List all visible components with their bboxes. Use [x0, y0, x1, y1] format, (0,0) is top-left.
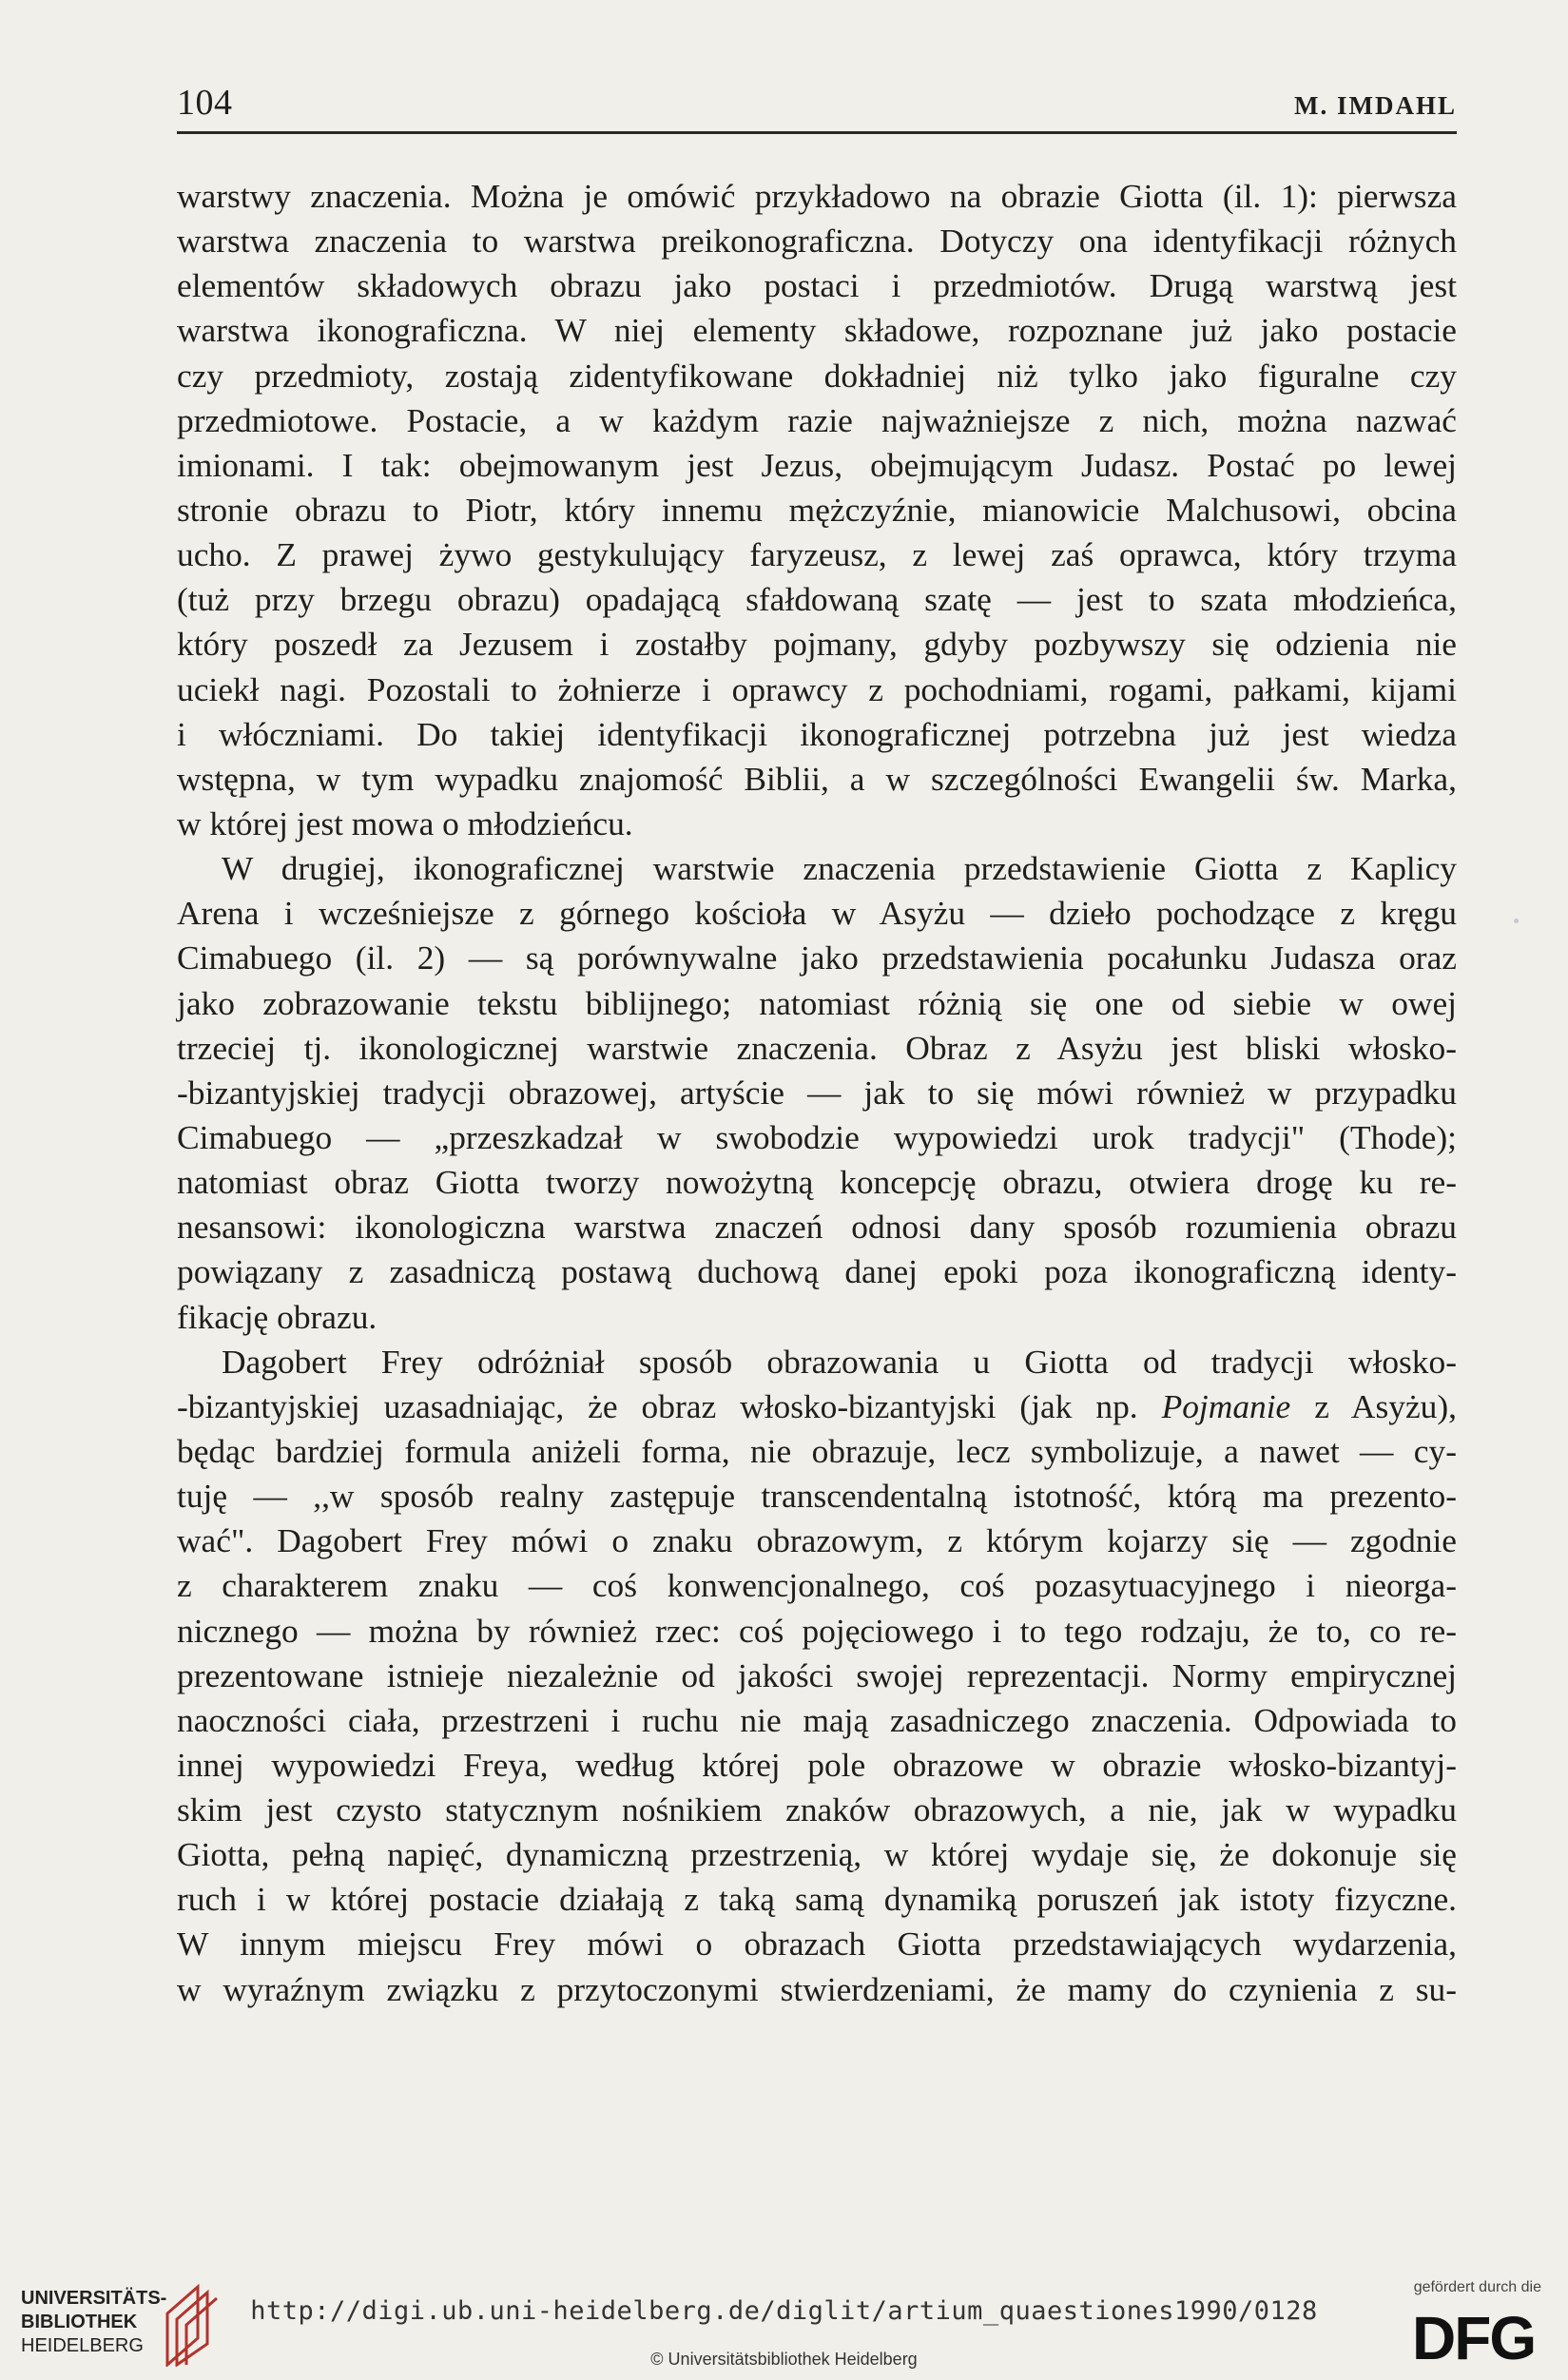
- text-line-content: Giotta, pełną napięć, dynamiczną przestrzenią, w której wydaje się, że dokonuje się: [177, 1835, 1457, 1874]
- text-line: [177, 308, 1457, 353]
- text-line-content: wstępna, w tym wypadku znajomość Biblii, a w szczególności Ewangelii św. Marka,: [177, 759, 1457, 798]
- text-line: [177, 354, 1457, 398]
- text-line: [177, 1698, 1457, 1743]
- text-line: [177, 1249, 1457, 1294]
- text-line: [177, 1071, 1457, 1115]
- text-line-content: -bizantyjskiej tradycji obrazowej, artyście — jak to się mówi również w przypadku: [177, 1073, 1457, 1112]
- text-line-content: innej wypowiedzi Freya, według której pole obrazowe w obrazie włosko-bizantyj-: [177, 1745, 1457, 1784]
- text-line: [177, 1743, 1457, 1788]
- text-line-content: Dagobert Frey odróżniał sposób obrazowania u Giotta od tradycji włosko-: [222, 1342, 1457, 1381]
- text-line-content: trzeciej tj. ikonologicznej warstwie znaczenia. Obraz z Asyżu jest bliski włosko-: [177, 1028, 1457, 1067]
- text-line: [177, 1026, 1457, 1071]
- text-line-content: Cimabuego — „przeszkadzał w swobodzie wypowiedzi urok tradycji" (Thode);: [177, 1117, 1457, 1156]
- header-rule: [177, 131, 1457, 134]
- text-line-content: uciekł nagi. Pozostali to żołnierze i oprawcy z pochodniami, rogami, pałkami, kijami: [177, 669, 1457, 708]
- text-line: [177, 398, 1457, 443]
- page-footer: [0, 2258, 1568, 2380]
- text-line-content: warstwa znaczenia to warstwa preikonograficzna. Dotyczy ona identyfikacji różnych: [177, 222, 1457, 261]
- text-line: [177, 174, 1457, 219]
- text-line-content: powiązany z zasadniczą postawą duchową danej epoki poza ikonograficzną identy-: [177, 1252, 1457, 1291]
- text-line: [177, 219, 1457, 263]
- text-line-content: imionami. I tak: obejmowanym jest Jezus, obejmującym Judasz. Postać po lewej: [177, 445, 1457, 484]
- text-line-content: przedmiotowe. Postacie, a w każdym razie najważniejsze z nich, można nazwać: [177, 400, 1457, 439]
- text-line: [177, 1340, 1457, 1384]
- page-number: 104: [177, 83, 233, 123]
- text-line-content: ucho. Z prawej żywo gestykulujący faryzeusz, z lewej zaś oprawca, który trzyma: [177, 535, 1457, 574]
- scan-speck: [1514, 919, 1519, 923]
- text-line-content: w której jest mowa o młodzieńcu.: [177, 803, 633, 842]
- text-line: [177, 1205, 1457, 1249]
- page-header: [177, 78, 1457, 135]
- library-name-line3: HEIDELBERG: [21, 2335, 144, 2356]
- text-line: [177, 622, 1457, 667]
- text-line-content: (tuż przy brzegu obrazu) opadającą sfałdowaną szatę — jest to szata młodzieńca,: [177, 580, 1457, 619]
- funded-by-label: gefördert durch die: [1413, 2279, 1541, 2295]
- dfg-logo-icon: [1410, 2304, 1543, 2367]
- text-line-content: będąc bardziej formula aniżeli forma, nie obrazuje, lecz symbolizuje, a nawet — cy-: [177, 1431, 1457, 1470]
- text-line-content: warstwa ikonograficzna. W niej elementy składowe, rozpoznane już jako postacie: [177, 311, 1457, 350]
- text-line: [177, 802, 1457, 846]
- text-line-content: naoczności ciała, przestrzeni i ruchu nie mają zasadniczego znaczenia. Odpowiada to: [177, 1700, 1457, 1739]
- text-line-content: ruch i w której postacie działają z taką samą dynamiką poruszeń jak istoty fizyczne.: [177, 1880, 1457, 1919]
- running-head-author: M. IMDAHL: [1294, 91, 1457, 120]
- text-line-content: fikację obrazu.: [177, 1297, 377, 1336]
- text-line-content: skim jest czysto statycznym nośnikiem znaków obrazowych, a nie, jak w wypadku: [177, 1790, 1457, 1829]
- text-line: [177, 1877, 1457, 1922]
- text-line: [177, 757, 1457, 802]
- text-line-content: jako zobrazowanie tekstu biblijnego; natomiast różnią się one od siebie w owej: [177, 983, 1457, 1022]
- text-line: [177, 891, 1457, 936]
- text-line: [177, 532, 1457, 577]
- library-name-line1: UNIVERSITÄTS-: [21, 2288, 167, 2309]
- copyright-notice: © Universitätsbibliothek Heidelberg: [650, 2350, 918, 2369]
- text-line: [177, 1609, 1457, 1654]
- body-text: [177, 174, 1457, 2012]
- italic-title: Pojmanie: [1161, 1386, 1291, 1425]
- text-line: [177, 712, 1457, 757]
- text-line-content: wać". Dagobert Frey mówi o znaku obrazowym, z którym kojarzy się — zgodnie: [177, 1521, 1457, 1560]
- text-line-content: W innym miejscu Frey mówi o obrazach Giotta przedstawiających wydarzenia,: [177, 1925, 1457, 1964]
- text-line: [177, 1832, 1457, 1877]
- text-line: [177, 1474, 1457, 1519]
- text-line: [177, 1115, 1457, 1160]
- text-line: [177, 577, 1457, 622]
- text-line-content: nesansowi: ikonologiczna warstwa znaczeń odnosi dany sposób rozumienia obrazu: [177, 1208, 1457, 1247]
- text-line-content: natomiast obraz Giotta tworzy nowożytną koncepcję obrazu, otwiera drogę ku re-: [177, 1163, 1457, 1202]
- text-line-content: tuję — ,,w sposób realny zastępuje transcendentalną istotność, którą ma prezento-: [177, 1477, 1457, 1516]
- library-name-line2: BIBLIOTHEK: [21, 2312, 138, 2332]
- text-line: [177, 1967, 1457, 2012]
- text-line-tail: z Asyżu),: [1290, 1386, 1457, 1425]
- text-line-content: czy przedmioty, zostają zidentyfikowane dokładniej niż tylko jako figuralne czy: [177, 356, 1457, 395]
- text-line: [177, 981, 1457, 1026]
- text-line: [177, 668, 1457, 712]
- text-line-content: z charakterem znaku — coś konwencjonalnego, coś pozasytuacyjnego i nieorga-: [177, 1566, 1457, 1605]
- text-line-content: -bizantyjskiej uzasadniając, że obraz włosko-bizantyjski (jak np.: [177, 1386, 1138, 1425]
- text-line: [177, 1922, 1457, 1966]
- text-line: [177, 1160, 1457, 1205]
- text-line-content: W drugiej, ikonograficznej warstwie znaczenia przedstawienie Giotta z Kaplicy: [222, 849, 1457, 888]
- text-line-content: w wyraźnym związku z przytoczonymi stwierdzeniami, że mamy do czynienia z su-: [177, 1969, 1457, 2008]
- text-line: [177, 1384, 1457, 1429]
- text-line: [177, 1295, 1457, 1340]
- text-line: [177, 488, 1457, 532]
- text-line: [177, 263, 1457, 308]
- text-line-content: nicznego — można by również rzec: coś pojęciowego i to tego rodzaju, że to, co re-: [177, 1611, 1457, 1650]
- text-line: [177, 1519, 1457, 1563]
- text-line-content: i włóczniami. Do takiej identyfikacji ikonograficznej potrzebna już jest wiedza: [177, 714, 1457, 753]
- text-line: [177, 1563, 1457, 1608]
- text-line: [177, 846, 1457, 891]
- text-line-content: elementów składowych obrazu jako postaci i przedmiotów. Drugą warstwą jest: [177, 266, 1457, 305]
- text-line: [177, 1788, 1457, 1832]
- dfg-logo-text: DFG: [1412, 2304, 1536, 2367]
- text-line: [177, 1654, 1457, 1698]
- text-line: [177, 936, 1457, 980]
- text-line-content: warstwy znaczenia. Można je omówić przykładowo na obrazie Giotta (il. 1): pierwsza: [177, 177, 1457, 215]
- text-line-content: stronie obrazu to Piotr, który innemu mężczyźnie, mianowicie Malchusowi, obcina: [177, 490, 1457, 529]
- text-line: [177, 443, 1457, 488]
- source-url-link[interactable]: http://digi.ub.uni-heidelberg.de/diglit/artium_quaestiones1990/0128: [250, 2296, 1318, 2326]
- text-line: [177, 1429, 1457, 1474]
- text-line-content: Arena i wcześniejsze z górnego kościoła w Asyżu — dzieło pochodzące z kręgu: [177, 894, 1457, 933]
- text-line-content: prezentowane istnieje niezależnie od jakości swojej reprezentacji. Normy empirycznej: [177, 1655, 1457, 1694]
- text-line-content: Cimabuego (il. 2) — są porównywalne jako przedstawienia pocałunku Judasza oraz: [177, 938, 1457, 977]
- text-line-content: który poszedł za Jezusem i zostałby pojmany, gdyby pozbywszy się odzienia nie: [177, 625, 1457, 664]
